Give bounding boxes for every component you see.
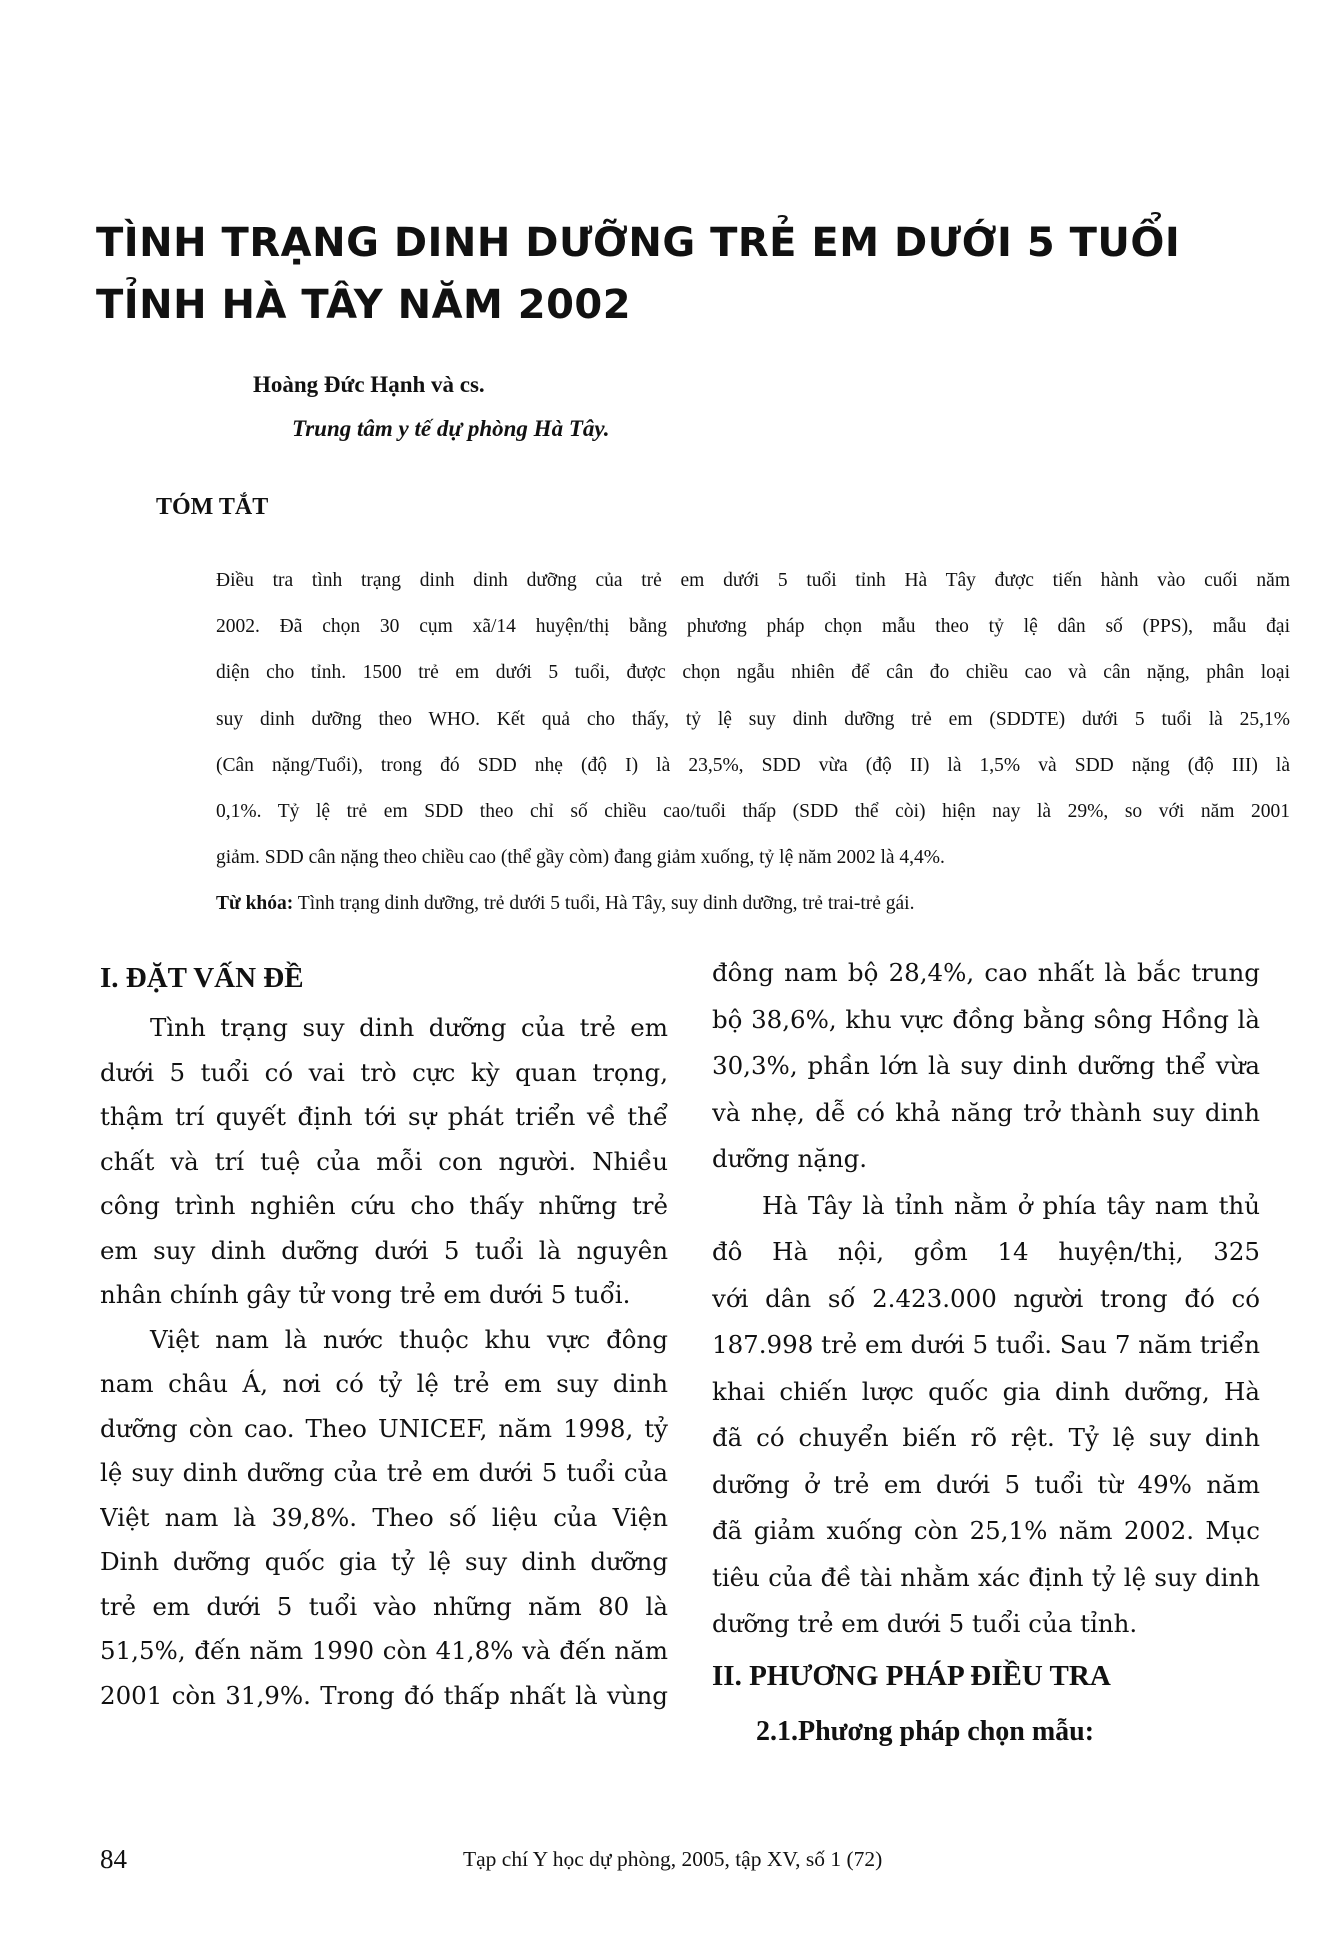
text-line: công trình nghiên cứu cho thấy những trẻ — [100, 1191, 668, 1220]
text-line: 51,5%, đến năm 1990 còn 41,8% và đến năm — [100, 1636, 668, 1665]
text-line: Việt nam là nước thuộc khu vực đông — [150, 1324, 668, 1354]
section-1-heading: I. ĐẶT VẤN ĐỀ — [100, 962, 304, 994]
text-line: em suy dinh dưỡng dưới 5 tuổi là nguyên — [100, 1235, 668, 1265]
text-line: 187.998 trẻ em dưới 5 tuổi. Sau 7 năm triển — [712, 1330, 1260, 1359]
text-line: thậm trí quyết định tới sự phát triển về thể — [100, 1102, 668, 1131]
title-line-1: TÌNH TRẠNG DINH DƯỠNG TRẺ EM DƯỚI 5 TUỔI — [96, 220, 1181, 266]
text-line: với dân số 2.423.000 người trong đó có — [712, 1283, 1260, 1313]
text-line: dưới 5 tuổi có vai trò cực kỳ quan trọng, — [100, 1057, 668, 1087]
text-line: chất và trí tuệ của mỗi con người. Nhiều — [100, 1146, 668, 1176]
abstract-line: 0,1%. Tỷ lệ trẻ em SDD theo chỉ số chiều cao/tuổi thấp (SDD thể còi) hiện nay là 29%, so với năm 2001 — [216, 801, 1290, 823]
text-line: đã giảm xuống còn 25,1% năm 2002. Mục — [712, 1516, 1260, 1545]
intro-paragraph-2-continued — [712, 950, 1260, 1183]
article-title — [96, 212, 1216, 336]
text-line: Dinh dưỡng quốc gia tỷ lệ suy dinh dưỡng — [100, 1547, 668, 1576]
text-line: Tình trạng suy dinh dưỡng của trẻ em — [150, 1013, 668, 1042]
abstract-line: diện cho tỉnh. 1500 trẻ em dưới 5 tuổi, được chọn ngẫu nhiên để cân đo chiều cao và cân nặng, phân loại — [216, 662, 1290, 684]
journal-reference: Tạp chí Y học dự phòng, 2005, tập XV, số 1 (72) — [463, 1847, 883, 1871]
intro-paragraph-2 — [100, 1318, 668, 1719]
text-line: nam châu Á, nơi có tỷ lệ trẻ em suy dinh — [100, 1369, 668, 1398]
section-2-heading: II. PHƯƠNG PHÁP ĐIỀU TRA — [712, 1659, 1111, 1692]
text-line: 30,3%, phần lớn là suy dinh dưỡng thể vừa — [712, 1051, 1260, 1080]
title-line-2: TỈNH HÀ TÂY NĂM 2002 — [96, 282, 632, 328]
keywords-line — [216, 881, 1290, 927]
page-number: 84 — [100, 1844, 127, 1874]
intro-paragraph-1 — [100, 1006, 668, 1318]
text-line: Hà Tây là tỉnh nằm ở phía tây nam thủ — [762, 1190, 1260, 1220]
text-line: dưỡng còn cao. Theo UNICEF, năm 1998, tỷ — [100, 1413, 668, 1443]
text-line: đã có chuyển biến rõ rệt. Tỷ lệ suy dinh — [712, 1423, 1260, 1452]
abstract-line: (Cân nặng/Tuổi), trong đó SDD nhẹ (độ I) là 23,5%, SDD vừa (độ II) là 1,5% và SDD nặng (độ III) là — [216, 754, 1290, 776]
abstract-heading: TÓM TẮT — [156, 494, 269, 520]
left-column — [100, 950, 668, 1718]
abstract-body — [216, 558, 1290, 928]
text-line: 2001 còn 31,9%. Trong đó thấp nhất là vùng — [100, 1680, 668, 1710]
section-2-1-heading: 2.1.Phương pháp chọn mẫu: — [756, 1715, 1095, 1747]
text-line: tiêu của đề tài nhằm xác định tỷ lệ suy dinh — [712, 1562, 1260, 1592]
text-line: nhân chính gây tử vong trẻ em dưới 5 tuổi. — [100, 1280, 631, 1309]
abstract-line: 2002. Đã chọn 30 cụm xã/14 huyện/thị bằng phương pháp chọn mẫu theo tỷ lệ dân số (PPS), mẫu đại — [216, 616, 1290, 638]
abstract-line: Điều tra tình trạng dinh dinh dưỡng của trẻ em dưới 5 tuổi tỉnh Hà Tây được tiến hành vào cuối năm — [216, 570, 1290, 591]
right-column — [712, 950, 1260, 1760]
text-line: và nhẹ, dễ có khả năng trở thành suy dinh — [712, 1097, 1260, 1127]
abstract-line: suy dinh dưỡng theo WHO. Kết quả cho thấy, tỷ lệ suy dinh dưỡng trẻ em (SDDTE) dưới 5 tuổi là 25,1% — [216, 708, 1290, 730]
text-line: khai chiến lược quốc gia dinh dưỡng, Hà — [712, 1376, 1260, 1406]
text-line: Việt nam là 39,8%. Theo số liệu của Viện — [100, 1502, 668, 1532]
abstract-line: giảm. SDD cân nặng theo chiều cao (thể gầy còm) đang giảm xuống, tỷ lệ năm 2002 là 4,4%. — [216, 847, 945, 869]
text-line: dưỡng ở trẻ em dưới 5 tuổi từ 49% năm — [712, 1469, 1260, 1499]
text-line: lệ suy dinh dưỡng của trẻ em dưới 5 tuổi của — [100, 1458, 668, 1487]
keywords-text: Tình trạng dinh dưỡng, trẻ dưới 5 tuổi, Hà Tây, suy dinh dưỡng, trẻ trai-trẻ gái. — [293, 893, 915, 915]
text-line: bộ 38,6%, khu vực đồng bằng sông Hồng là — [712, 1004, 1260, 1034]
affiliation-line: Trung tâm y tế dự phòng Hà Tây. — [292, 416, 610, 441]
author-line: Hoàng Đức Hạnh và cs. — [253, 372, 485, 397]
text-line: đông nam bộ 28,4%, cao nhất là bắc trung — [712, 958, 1260, 987]
text-line: trẻ em dưới 5 tuổi vào những năm 80 là — [100, 1591, 668, 1621]
keywords-label: Từ khóa: — [216, 893, 294, 915]
text-line: dưỡng trẻ em dưới 5 tuổi của tỉnh. — [712, 1609, 1138, 1638]
intro-paragraph-3 — [712, 1183, 1260, 1648]
text-line: dưỡng nặng. — [712, 1144, 868, 1173]
text-line: đô Hà nội, gồm 14 huyện/thị, 325 — [712, 1237, 1260, 1266]
